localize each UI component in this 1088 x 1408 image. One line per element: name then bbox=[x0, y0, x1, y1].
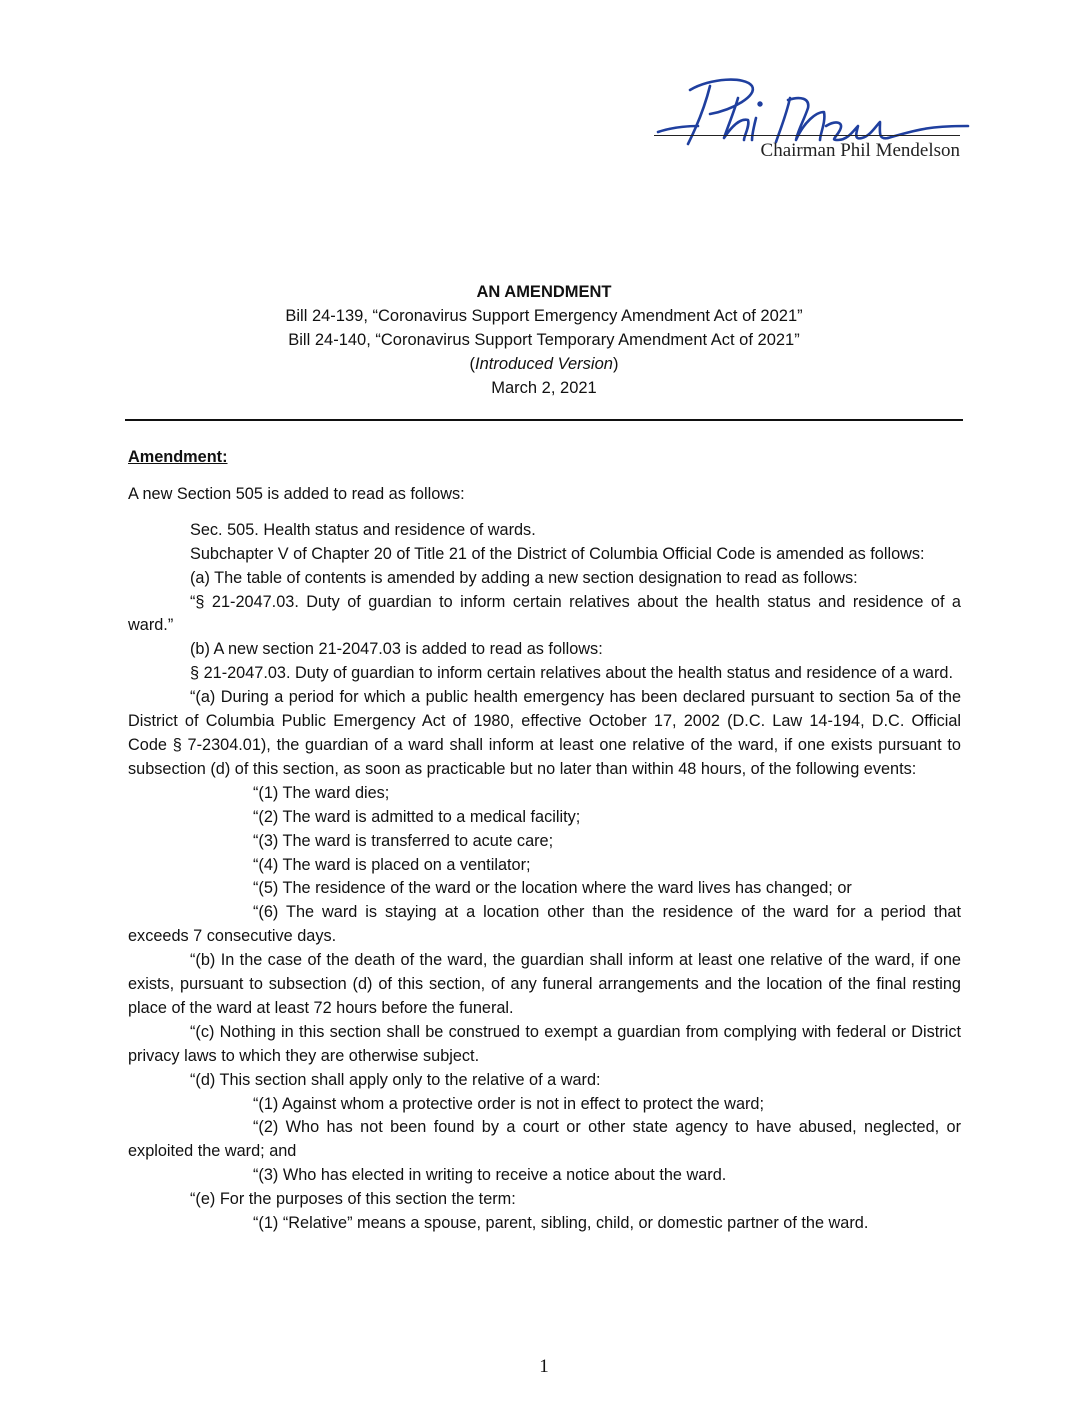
document-date: March 2, 2021 bbox=[491, 379, 597, 397]
document-heading bbox=[0, 280, 1088, 400]
version-open: ( bbox=[469, 355, 476, 373]
paragraph: “(c) Nothing in this section shall be construed to exempt a guardian from complying with federal or District privacy laws to which they are otherwise subject. bbox=[128, 1022, 961, 1065]
paragraph-intro: A new Section 505 is added to read as follows: bbox=[128, 484, 465, 503]
version-line bbox=[0, 352, 1088, 376]
amendment-body bbox=[128, 446, 961, 1236]
paragraph: Subchapter V of Chapter 20 of Title 21 of the District of Columbia Official Code is amended as follows: bbox=[190, 544, 925, 563]
paragraph: (b) A new section 21-2047.03 is added to read as follows: bbox=[190, 640, 603, 659]
paragraph: “§ 21-2047.03. Duty of guardian to inform certain relatives about the health status and residence of a ward.” bbox=[128, 592, 961, 635]
paragraph-section-title: Sec. 505. Health status and residence of wards. bbox=[190, 520, 536, 539]
list-item: “(3) The ward is transferred to acute care; bbox=[253, 831, 554, 850]
bill-line-temporary: Bill 24-140, “Coronavirus Support Temporary Amendment Act of 2021” bbox=[288, 331, 800, 349]
list-item: “(2) Who has not been found by a court or other state agency to have abused, neglected, or exploited the ward; and bbox=[128, 1118, 961, 1161]
paragraph: (a) The table of contents is amended by adding a new section designation to read as follows: bbox=[190, 568, 858, 587]
signature-line bbox=[654, 135, 960, 136]
paragraph: “(e) For the purposes of this section the term: bbox=[190, 1190, 516, 1209]
list-item: “(6) The ward is staying at a location other than the residence of the ward for a period that exceeds 7 consecutive days. bbox=[128, 903, 961, 946]
signature-block bbox=[640, 60, 970, 170]
bill-line-emergency: Bill 24-139, “Coronavirus Support Emergency Amendment Act of 2021” bbox=[285, 307, 803, 325]
signatory-name: Chairman Phil Mendelson bbox=[760, 140, 960, 161]
paragraph: “(d) This section shall apply only to the relative of a ward: bbox=[190, 1070, 601, 1089]
version-label: Introduced Version bbox=[475, 355, 613, 373]
paragraph: “(a) During a period for which a public health emergency has been declared pursuant to section 5a of the District of Columbia Public Emergency Act of 1980, effective October 17, 2002 (D.C. Law 14-194, D.C. Official Code § 7-2304.01), the guardian of a ward shall inform at least one relative of the ward, if one exists pursuant to subsection (d) of this section, as soon as practicable but no later than within 48 hours, of the following events: bbox=[128, 688, 961, 778]
list-item: “(1) “Relative” means a spouse, parent, sibling, child, or domestic partner of the ward. bbox=[253, 1214, 869, 1233]
list-item: “(1) The ward dies; bbox=[253, 783, 390, 802]
list-item: “(2) The ward is admitted to a medical facility; bbox=[253, 807, 581, 826]
document-title: AN AMENDMENT bbox=[476, 283, 612, 301]
amendment-label: Amendment: bbox=[128, 448, 228, 466]
version-close: ) bbox=[612, 355, 619, 373]
heading-divider bbox=[125, 419, 963, 421]
list-item: “(1) Against whom a protective order is not in effect to protect the ward; bbox=[253, 1094, 764, 1113]
list-item: “(3) Who has elected in writing to receive a notice about the ward. bbox=[253, 1166, 727, 1185]
list-item: “(5) The residence of the ward or the location where the ward lives has changed; or bbox=[253, 879, 852, 898]
list-item: “(4) The ward is placed on a ventilator; bbox=[253, 855, 531, 874]
paragraph: § 21-2047.03. Duty of guardian to inform certain relatives about the health status and residence of a ward. bbox=[190, 664, 953, 683]
paragraph: “(b) In the case of the death of the ward, the guardian shall inform at least one relative of the ward, if one exists, pursuant to subsection (d) of this section, of any funeral arrangements and the location of the final resting place of the ward at least 72 hours before the funeral. bbox=[128, 951, 961, 1017]
page-number: 1 bbox=[539, 1356, 549, 1377]
